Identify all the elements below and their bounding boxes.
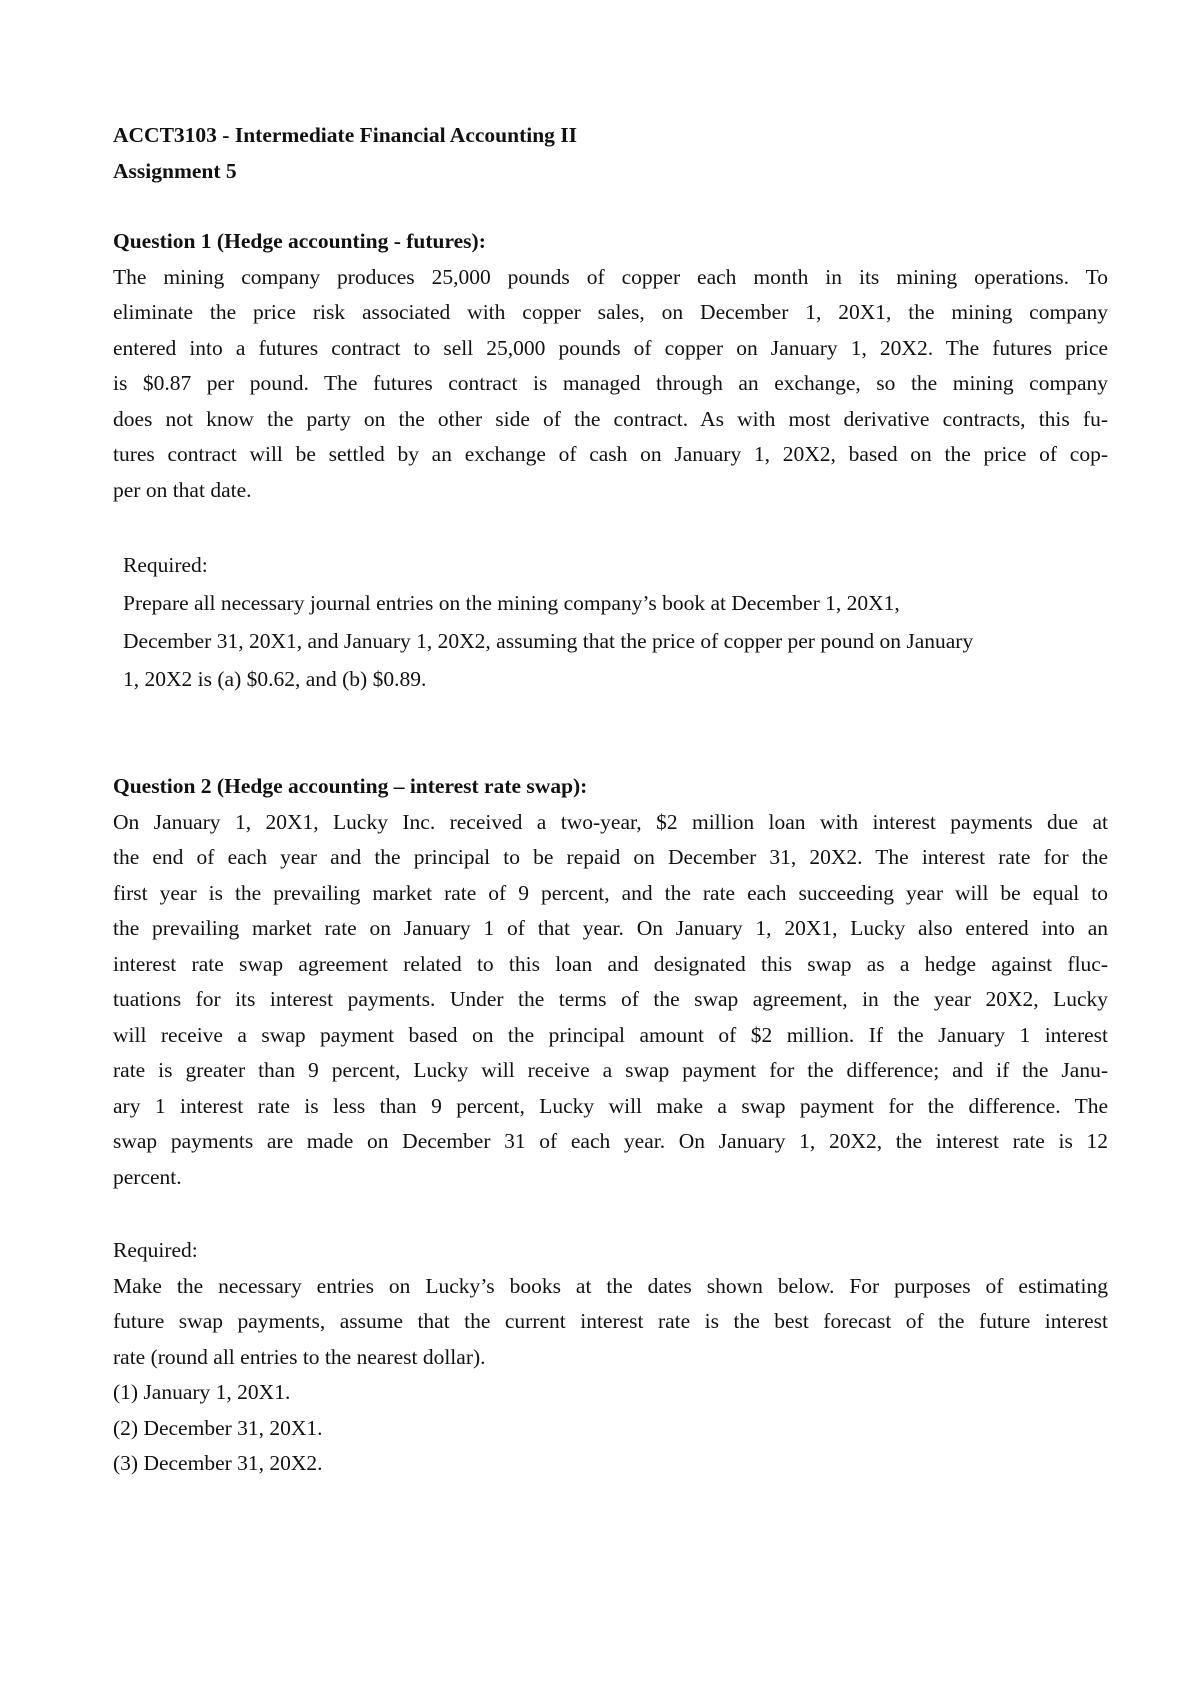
spacer [113, 508, 1108, 546]
q2-body-line: percent. [113, 1164, 182, 1189]
assignment-title: Assignment 5 [113, 158, 237, 183]
q2-body-line: first year is the prevailing market rate of 9 percent, and the rate each succeeding year will be equal to [113, 880, 1108, 905]
q2-required-line: Make the necessary entries on Lucky’s books at the dates shown below. For purposes of estimating [113, 1273, 1108, 1298]
q2-body-line: On January 1, 20X1, Lucky Inc. received a two-year, $2 million loan with interest payments due at [113, 809, 1108, 834]
q1-required-line: December 31, 20X1, and January 1, 20X2, assuming that the price of copper per pound on January [123, 629, 974, 653]
q2-required-line: rate (round all entries to the nearest dollar). [113, 1344, 486, 1369]
q2-date-item: (3) December 31, 20X2. [113, 1451, 323, 1475]
q1-body-line: per on that date. [113, 477, 252, 502]
q1-body-line: does not know the party on the other side of the contract. As with most derivative contracts, this fu- [113, 406, 1108, 431]
q1-body-line: entered into a futures contract to sell 25,000 pounds of copper on January 1, 20X2. The futures price [113, 335, 1108, 360]
q1-required-line: Prepare all necessary journal entries on the mining company’s book at December 1, 20X1, [123, 591, 900, 615]
q2-body-line: the end of each year and the principal to be repaid on December 31, 20X2. The interest rate for the [113, 845, 1108, 869]
q2-body-line: will receive a swap payment based on the principal amount of $2 million. If the January 1 interest [113, 1022, 1108, 1047]
q1-body-line: eliminate the price risk associated with copper sales, on December 1, 20X1, the mining company [113, 300, 1108, 324]
question-2-title: Question 2 (Hedge accounting – interest rate swap): [113, 774, 588, 798]
q2-date-item: (1) January 1, 20X1. [113, 1380, 291, 1404]
question-1-body [113, 260, 1108, 509]
question-1-required [123, 546, 1108, 698]
q2-body-line: ary 1 interest rate is less than 9 percent, Lucky will make a swap payment for the difference. The [113, 1093, 1108, 1118]
question-1-title: Question 1 (Hedge accounting - futures): [113, 229, 486, 253]
spacer [113, 698, 1108, 769]
q1-body-line: is $0.87 per pound. The futures contract is managed through an exchange, so the mining company [113, 371, 1108, 395]
q1-body-line: The mining company produces 25,000 pounds of copper each month in its mining operations. To [113, 264, 1108, 289]
q2-body-line: rate is greater than 9 percent, Lucky will receive a swap payment for the difference; and if the Janu- [113, 1058, 1108, 1082]
q2-required-label: Required: [113, 1238, 198, 1262]
spacer [113, 189, 1108, 224]
q1-required-label: Required: [123, 553, 208, 577]
q2-date-item: (2) December 31, 20X1. [113, 1415, 323, 1440]
q2-body-line: swap payments are made on December 31 of each year. On January 1, 20X2, the interest rate is 12 [113, 1129, 1108, 1153]
spacer [113, 1195, 1108, 1233]
q2-body-line: the prevailing market rate on January 1 of that year. On January 1, 20X1, Lucky also entered into an [113, 916, 1108, 940]
question-2-required [113, 1233, 1108, 1482]
course-title: ACCT3103 - Intermediate Financial Accounting II [113, 123, 578, 147]
q2-body-line: interest rate swap agreement related to this loan and designated this swap as a hedge against fluc- [113, 951, 1108, 976]
q1-body-line: tures contract will be settled by an exchange of cash on January 1, 20X2, based on the price of cop- [113, 442, 1108, 466]
q2-body-line: tuations for its interest payments. Under the terms of the swap agreement, in the year 20X2, Lucky [113, 987, 1108, 1011]
q2-required-line: future swap payments, assume that the current interest rate is the best forecast of the future interest [113, 1309, 1108, 1333]
q1-required-line: 1, 20X2 is (a) $0.62, and (b) $0.89. [123, 667, 427, 691]
document-page [113, 118, 1108, 1482]
question-2-body [113, 805, 1108, 1196]
